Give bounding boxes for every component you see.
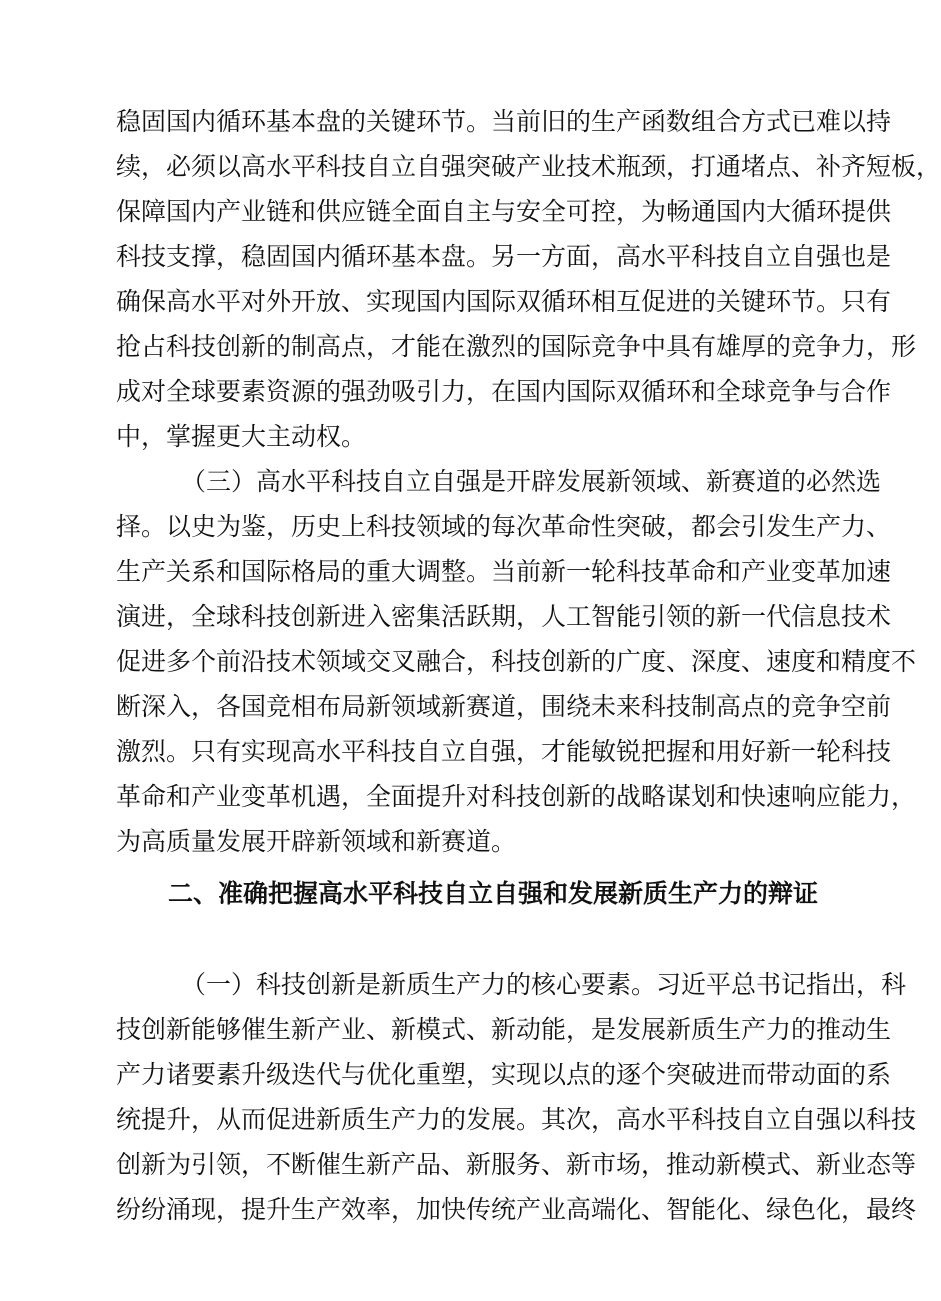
paragraph-3-line-4: 统提升，从而促进新质生产力的发展。其次，高水平科技自立自强以科技 [116,1105,917,1134]
paragraph-1-line-5: 确保高水平对外开放、实现国内国际双循环相互促进的关键环节。只有 [116,287,892,316]
paragraph-3-line-2: 技创新能够催生新产业、新模式、新动能，是发展新质生产力的推动生 [116,1015,892,1044]
paragraph-2-line-7: 激烈。只有实现高水平科技自立自强，才能敏锐把握和用好新一轮科技 [116,737,892,766]
paragraph-2-line-6: 断深入，各国竞相布局新领域新赛道，围绕未来科技制高点的竞争空前 [116,692,892,721]
section-heading: 二、准确把握高水平科技自立自强和发展新质生产力的辩证 [168,879,819,908]
paragraph-3-line-5: 创新为引领，不断催生新产品、新服务、新市场，推动新模式、新业态等 [116,1150,917,1179]
paragraph-1-line-6: 抢占科技创新的制高点，才能在激烈的国际竞争中具有雄厚的竞争力，形 [116,332,917,361]
paragraph-3-line-6: 纷纷涌现，提升生产效率，加快传统产业高端化、智能化、绿色化，最终 [116,1195,917,1224]
paragraph-2-line-4: 演进，全球科技创新进入密集活跃期，人工智能引领的新一代信息技术 [116,602,892,631]
paragraph-2-line-9: 为高质量发展开辟新领域和新赛道。 [116,827,517,856]
paragraph-1-line-8: 中，掌握更大主动权。 [116,422,367,451]
paragraph-1-line-1: 稳固国内循环基本盘的关键环节。当前旧的生产函数组合方式已难以持 [116,107,892,136]
paragraph-2-line-3: 生产关系和国际格局的重大调整。当前新一轮科技革命和产业变革加速 [116,557,892,586]
paragraph-1-line-3: 保障国内产业链和供应链全面自主与安全可控，为畅通国内大循环提供 [116,197,892,226]
paragraph-3-line-1: （一）科技创新是新质生产力的核心要素。习近平总书记指出，科 [181,970,907,999]
paragraph-2-line-8: 革命和产业变革机遇，全面提升对科技创新的战略谋划和快速响应能力， [116,782,917,811]
paragraph-3-line-3: 产力诸要素升级迭代与优化重塑，实现以点的逐个突破进而带动面的系 [116,1060,892,1089]
paragraph-1-line-4: 科技支撑，稳固国内循环基本盘。另一方面，高水平科技自立自强也是 [116,242,892,271]
paragraph-2-line-2: 择。以史为鉴，历史上科技领域的每次革命性突破，都会引发生产力、 [116,512,892,541]
paragraph-2-line-1: （三）高水平科技自立自强是开辟发展新领域、新赛道的必然选 [181,467,882,496]
paragraph-1-line-2: 续，必须以高水平科技自立自强突破产业技术瓶颈，打通堵点、补齐短板， [116,152,941,181]
paragraph-1-line-7: 成对全球要素资源的强劲吸引力，在国内国际双循环和全球竞争与合作 [116,377,892,406]
paragraph-2-line-5: 促进多个前沿技术领域交叉融合，科技创新的广度、深度、速度和精度不 [116,647,917,676]
